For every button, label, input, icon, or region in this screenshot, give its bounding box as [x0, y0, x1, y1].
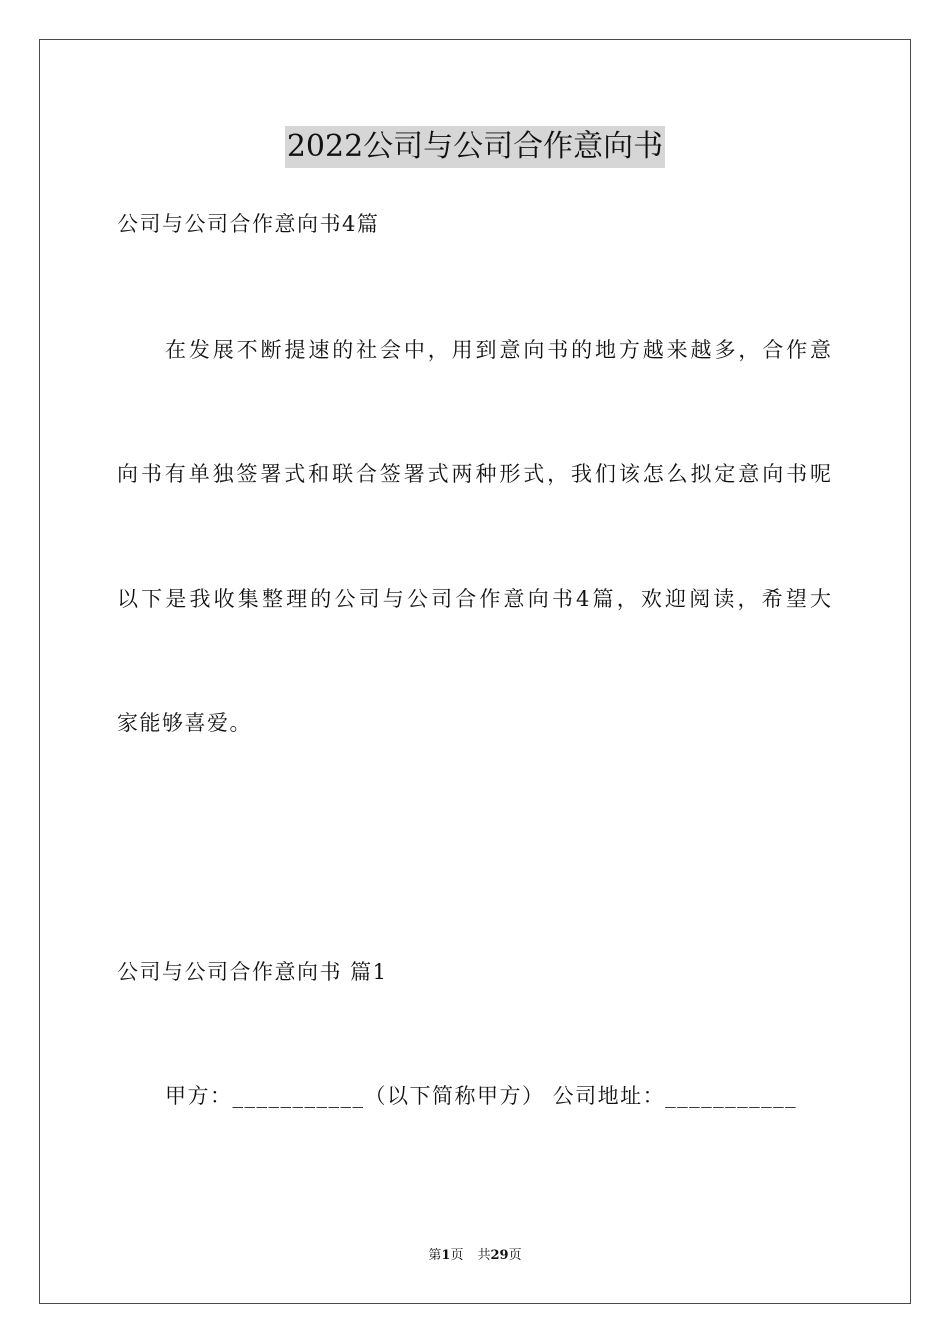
intro-line-4: 家能够喜爱。 — [117, 711, 252, 735]
intro-line-2: 向书有单独签署式和联合签署式两种形式，我们该怎么拟定意向书呢 — [117, 462, 831, 486]
document-title: 2022公司与公司合作意向书 — [285, 126, 665, 168]
title-container — [0, 126, 950, 168]
footer-total-pages: 29 — [490, 1248, 509, 1263]
intro-line-1: 在发展不断提速的社会中，用到意向书的地方越来越多，合作意 — [165, 338, 831, 362]
intro-line-3: 以下是我收集整理的公司与公司合作意向书4篇，欢迎阅读，希望大 — [117, 587, 831, 611]
footer-page-prefix: 第 — [428, 1248, 442, 1263]
party-a-line: 甲方：___________（以下简称甲方） 公司地址：___________ — [165, 1084, 798, 1108]
footer-page-suffix: 页 — [450, 1248, 464, 1263]
footer-page-number: 1 — [441, 1248, 451, 1263]
footer-total-prefix: 共 — [477, 1248, 491, 1263]
footer-total-suffix: 页 — [508, 1248, 522, 1263]
document-subtitle: 公司与公司合作意向书4篇 — [117, 212, 380, 236]
section-heading: 公司与公司合作意向书 篇1 — [117, 960, 388, 984]
page-footer — [0, 1247, 950, 1265]
